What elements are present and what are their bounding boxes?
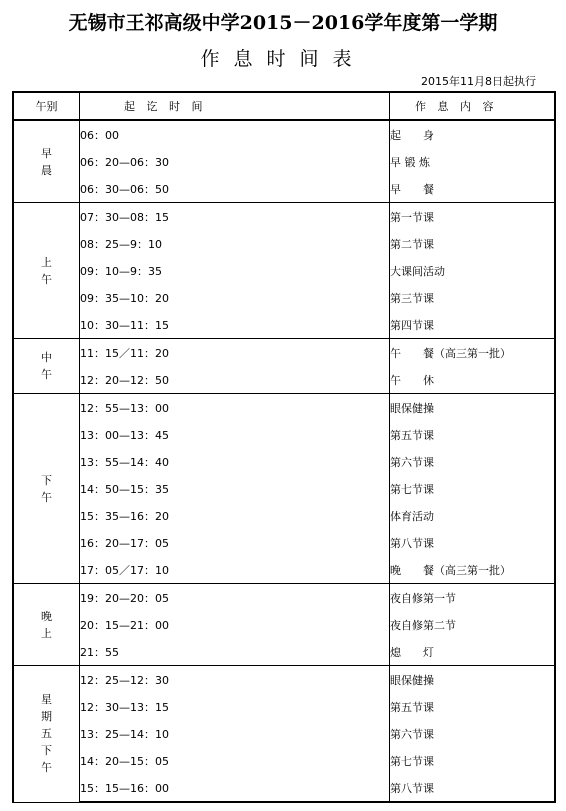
- activity-cell: 体育活动: [390, 502, 556, 529]
- table-row: [13, 257, 555, 284]
- time-cell: 10：30—11：15: [80, 311, 390, 339]
- activity-cell: 眼保健操: [390, 666, 556, 694]
- period-label: 晚上: [41, 609, 52, 640]
- activity-cell: 第五节课: [390, 693, 556, 720]
- activity-cell: 第四节课: [390, 311, 556, 339]
- column-header-period: 午别: [13, 92, 80, 120]
- activity-cell: 第七节课: [390, 475, 556, 502]
- table-row: [13, 502, 555, 529]
- time-cell: 20：15—21：00: [80, 611, 390, 638]
- time-cell: 12：55—13：00: [80, 394, 390, 422]
- period-cell: [13, 339, 80, 394]
- table-row: [13, 148, 555, 175]
- period-label: 下午: [41, 473, 52, 504]
- activity-cell: 夜自修第一节: [390, 584, 556, 612]
- time-cell: 14：20—15：05: [80, 747, 390, 774]
- activity-cell: 夜自修第二节: [390, 611, 556, 638]
- activity-cell: 第六节课: [390, 720, 556, 747]
- table-row: [13, 120, 555, 148]
- table-row: [13, 366, 555, 394]
- time-cell: 15：15—16：00: [80, 774, 390, 802]
- activity-cell: 早 餐: [390, 175, 556, 203]
- time-cell: 14：50—15：35: [80, 475, 390, 502]
- period-label: 上午: [41, 255, 52, 286]
- table-row: [13, 175, 555, 203]
- activity-cell: 熄 灯: [390, 638, 556, 666]
- table-row: [13, 666, 555, 694]
- table-row: [13, 311, 555, 339]
- table-row: [13, 230, 555, 257]
- time-cell: 13：55—14：40: [80, 448, 390, 475]
- time-cell: 13：25—14：10: [80, 720, 390, 747]
- table-row: [13, 774, 555, 802]
- document-title: 无锡市王祁高级中学2015－2016学年度第一学期: [68, 12, 498, 34]
- time-cell: 16：20—17：05: [80, 529, 390, 556]
- period-cell: [13, 584, 80, 666]
- table-row: [13, 394, 555, 422]
- time-cell: 12：25—12：30: [80, 666, 390, 694]
- period-label: 中午: [41, 351, 52, 381]
- time-cell: 15：35—16：20: [80, 502, 390, 529]
- activity-cell: 午 休: [390, 366, 556, 394]
- activity-cell: 午 餐（高三第一批）: [390, 339, 556, 367]
- table-header-row: [13, 92, 555, 120]
- table-row: [13, 747, 555, 774]
- table-row: [13, 720, 555, 747]
- time-cell: 06：20—06：30: [80, 148, 390, 175]
- effective-date: 2015年11月8日起执行: [421, 75, 536, 88]
- table-row: [13, 339, 555, 367]
- time-cell: 17：05／17：10: [80, 556, 390, 584]
- table-row: [13, 611, 555, 638]
- time-cell: 12：30—13：15: [80, 693, 390, 720]
- period-label: 星期五下午: [41, 693, 52, 775]
- table-row: [13, 284, 555, 311]
- table-row: [13, 421, 555, 448]
- time-cell: 09：10—9：35: [80, 257, 390, 284]
- time-cell: 13：00—13：45: [80, 421, 390, 448]
- table-row: [13, 556, 555, 584]
- time-cell: 11：15／11：20: [80, 339, 390, 367]
- activity-cell: 第七节课: [390, 747, 556, 774]
- activity-cell: 眼保健操: [390, 394, 556, 422]
- activity-cell: 晚 餐（高三第一批）: [390, 556, 556, 584]
- time-cell: 06：30—06：50: [80, 175, 390, 203]
- column-header-content: 作 息 内 容: [390, 92, 556, 120]
- time-cell: 08：25—9：10: [80, 230, 390, 257]
- schedule-body: [13, 120, 555, 802]
- table-row: [13, 584, 555, 612]
- activity-cell: 第一节课: [390, 203, 556, 231]
- time-cell: 09：35—10：20: [80, 284, 390, 311]
- table-row: [13, 638, 555, 666]
- schedule-table: [12, 91, 556, 803]
- activity-cell: 第五节课: [390, 421, 556, 448]
- time-cell: 12：20—12：50: [80, 366, 390, 394]
- activity-cell: 大课间活动: [390, 257, 556, 284]
- activity-cell: 第八节课: [390, 774, 556, 802]
- period-cell: [13, 120, 80, 203]
- time-cell: 21：55: [80, 638, 390, 666]
- time-cell: 19：20—20：05: [80, 584, 390, 612]
- period-cell: [13, 394, 80, 584]
- activity-cell: 第二节课: [390, 230, 556, 257]
- activity-cell: 早 锻 炼: [390, 148, 556, 175]
- activity-cell: 第八节课: [390, 529, 556, 556]
- time-cell: 07：30—08：15: [80, 203, 390, 231]
- table-row: [13, 475, 555, 502]
- table-row: [13, 448, 555, 475]
- activity-cell: 起 身: [390, 120, 556, 148]
- document-subtitle: 作息时间表: [200, 48, 366, 70]
- table-row: [13, 529, 555, 556]
- period-cell: [13, 666, 80, 803]
- period-cell: [13, 203, 80, 339]
- table-row: [13, 203, 555, 231]
- activity-cell: 第六节课: [390, 448, 556, 475]
- period-label: 早晨: [41, 146, 52, 177]
- column-header-time: 起 讫 时 间: [80, 92, 390, 120]
- table-row: [13, 693, 555, 720]
- activity-cell: 第三节课: [390, 284, 556, 311]
- time-cell: 06：00: [80, 120, 390, 148]
